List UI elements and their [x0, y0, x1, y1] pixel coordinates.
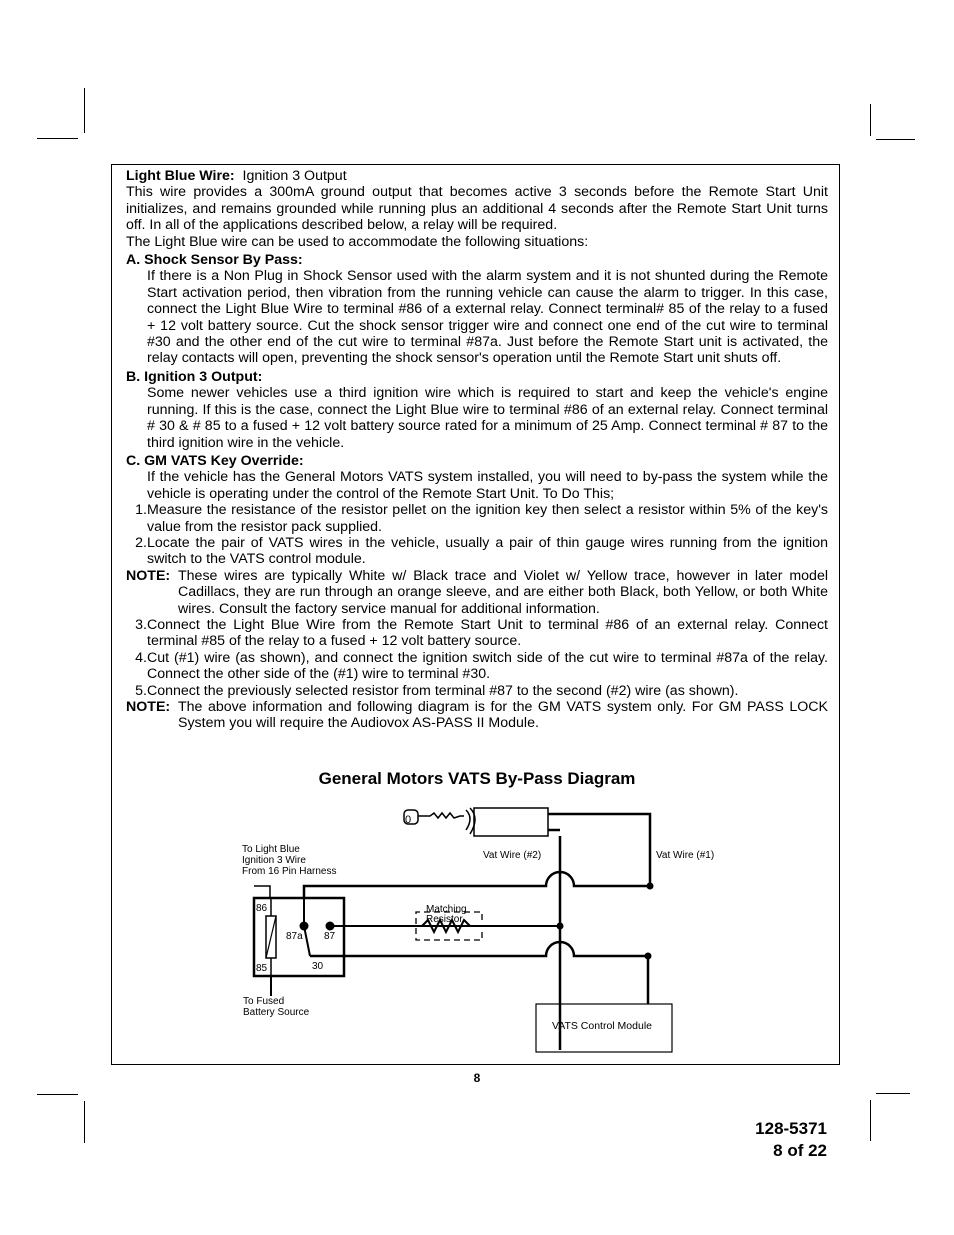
terminal-87a: 87a — [286, 931, 303, 942]
wire-30-to-wire1 — [310, 942, 648, 956]
key-letter: 0 — [405, 814, 412, 826]
fused-label-2: Battery Source — [243, 1007, 310, 1018]
crop-mark — [84, 1101, 85, 1143]
crop-mark — [84, 88, 85, 133]
section-b-title: B. Ignition 3 Output: — [126, 368, 263, 385]
vat-wire-1-label: Vat Wire (#1) — [656, 850, 715, 861]
module-label: VATS Control Module — [552, 1020, 652, 1032]
resistor-label-1: Matching — [426, 904, 467, 915]
ignition-key-icon — [404, 808, 548, 836]
vat-wire-1 — [548, 814, 650, 886]
relay-switch-arm — [304, 926, 310, 956]
step-3: 3. Connect the Light Blue Wire from the Remote Start Unit to terminal #86 of an external relay. Connect terminal #85 of the relay to a fused + 12 volt battery source. — [135, 616, 828, 650]
terminal-87: 87 — [324, 931, 336, 942]
crop-mark — [37, 138, 78, 139]
document-body — [126, 168, 828, 732]
step-2: 2. Locate the pair of VATS wires in the vehicle, usually a pair of thin gauge wires running from the ignition switch to the VATS control module. — [135, 534, 828, 568]
vats-bypass-diagram — [230, 800, 740, 1060]
page-of: 8 of 22 — [773, 1141, 827, 1160]
light-blue-label-1: To Light Blue — [242, 844, 300, 855]
document-id — [755, 1118, 827, 1162]
light-blue-lead — [254, 886, 270, 898]
step-5: 5. Connect the previously selected resistor from terminal #87 to the second (#2) wire (as shown). — [135, 682, 739, 699]
terminal-30: 30 — [312, 961, 324, 972]
resistor-label-2: Resistor — [426, 914, 463, 925]
doc-number: 128-5371 — [755, 1119, 827, 1138]
terminal-85: 85 — [256, 963, 268, 974]
step-1: 1. Measure the resistance of the resistor pellet on the ignition key then select a resistor within 5% of the key's value from the resistor pack supplied. — [135, 502, 828, 535]
light-blue-intro: This wire provides a 300mA ground output that becomes active 3 seconds before the Remote Start Unit initializes, and remains grounded while running plus an additional 4 seconds after the Remote Start Unit turns off. In all of the applications described below, a relay will be required. — [126, 184, 828, 234]
crop-mark — [870, 1100, 871, 1141]
junction-dot — [557, 923, 563, 929]
note-2: NOTE: The above information and following diagram is for the GM VATS system only. For GM PASS LOCK System you will require the Audiovox AS-PASS II Module. — [126, 699, 828, 732]
vat-wire-2-label: Vat Wire (#2) — [483, 850, 542, 861]
fused-label-1: To Fused — [243, 996, 285, 1007]
page-number: 8 — [473, 1071, 481, 1085]
note-1: NOTE: These wires are typically White w/ Black trace and Violet w/ Yellow trace, however in later model Cadillacs, they are run through an orange sleeve, and are either both Black, both Yellow, or both White wires. Consult the factory service manual for additional information. — [126, 567, 828, 617]
crop-mark — [876, 1093, 910, 1094]
light-blue-subtitle: Ignition 3 Output — [242, 168, 347, 184]
terminal-86: 86 — [256, 903, 268, 914]
light-blue-label-2: Ignition 3 Wire — [242, 855, 306, 866]
section-a-title: A. Shock Sensor By Pass: — [126, 252, 303, 269]
step-4: 4. Cut (#1) wire (as shown), and connect the ignition switch side of the cut wire to terminal #87a of the relay. Connect the other side of the (#1) wire to terminal #30. — [135, 649, 828, 683]
crop-mark — [870, 104, 871, 136]
light-blue-heading — [126, 168, 828, 184]
crop-mark — [876, 139, 915, 140]
light-blue-title: Light Blue Wire: — [126, 168, 235, 184]
section-c-body: If the vehicle has the General Motors VATS system installed, you will need to by-pass the system while the vehicle is operating under the control of the Remote Start Unit. To Do This; — [147, 469, 828, 502]
section-a-body: If there is a Non Plug in Shock Sensor used with the alarm system and it is not shunted during the Remote Start activation period, then vibration from the running vehicle can cause the alarm to trigger. In this case, connect the Light Blue Wire to terminal #86 of a external relay. Connect terminal# 85 of the relay to a fused + 12 volt battery source. Cut the shock sensor trigger wire and connect one end of the cut wire to terminal #30 and the other end of the cut wire to terminal #87a. Just before the Remote Start unit is activated, the relay contacts will open, preventing the shock sensor's operation until the Remote Start unit shuts off. — [147, 268, 828, 367]
light-blue-intro2: The Light Blue wire can be used to accommodate the following situations: — [126, 233, 589, 250]
light-blue-label-3: From 16 Pin Harness — [242, 866, 337, 877]
section-c-title: C. GM VATS Key Override: — [126, 452, 304, 469]
crop-mark — [37, 1094, 78, 1095]
junction-dot — [647, 883, 653, 889]
section-b-body: Some newer vehicles use a third ignition wire which is required to start and keep the vehicle's engine running. If this is the case, connect the Light Blue wire to terminal #86 of an external relay. Connect terminal # 30 & # 85 to a fused + 12 volt battery source rated for a minimum of 25 Amp. Connect terminal # 87 to the third ignition wire in the vehicle. — [147, 385, 828, 451]
wire-to-87a — [304, 872, 650, 898]
diagram-title: General Motors VATS By-Pass Diagram — [318, 769, 636, 788]
